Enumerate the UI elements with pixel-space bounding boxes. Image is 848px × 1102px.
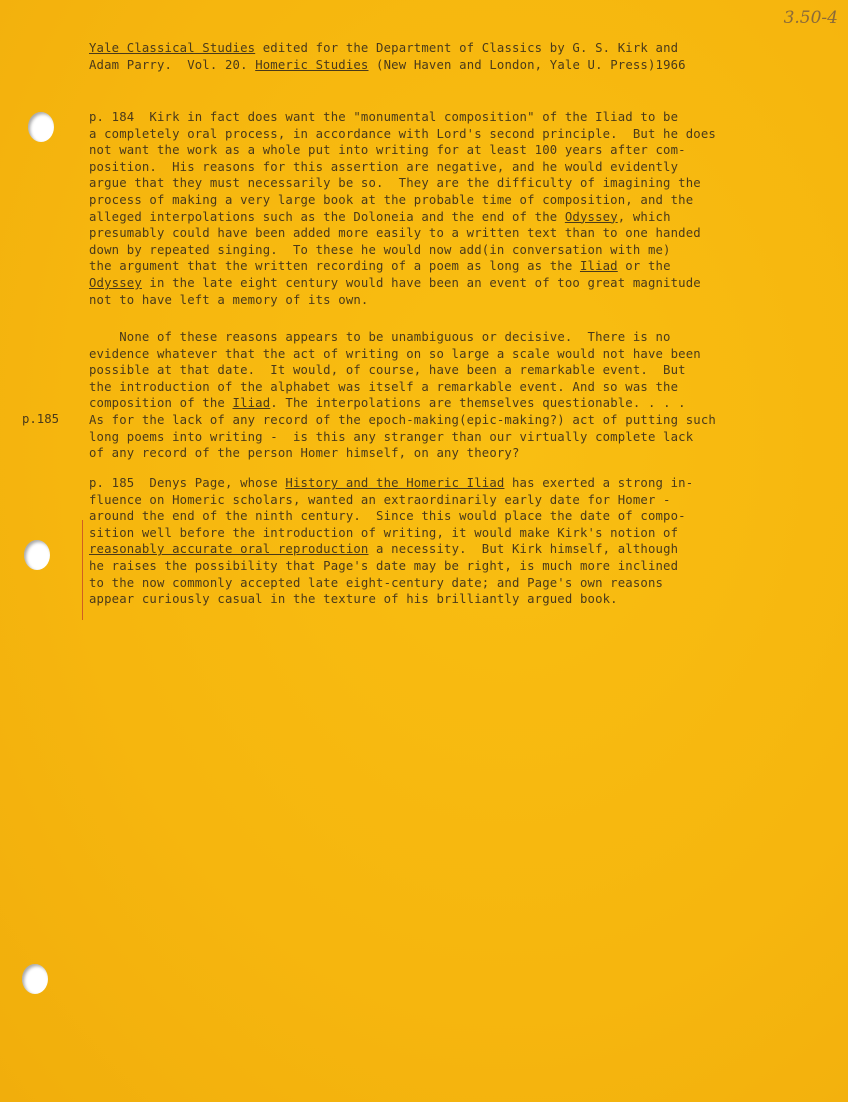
text-line: a necessity. But Kirk himself, although — [368, 542, 679, 557]
citation-series-title: Yale Classical Studies — [89, 41, 256, 55]
text-line: composition of the — [89, 396, 233, 411]
citation-volume-title: Homeric Studies — [255, 57, 369, 72]
text-line: has exerted a strong in- — [504, 476, 694, 490]
text-line: he raises the possibility that Page's date may be right, is much more inclined — [89, 558, 679, 573]
underlined-phrase: reasonably accurate oral reproduction — [89, 542, 369, 557]
underlined-title: Odyssey — [89, 275, 142, 290]
punch-hole-middle — [24, 540, 50, 570]
text-line: None of these reasons appears to be unambiguous or decisive. There is no — [89, 330, 671, 344]
punch-hole-bottom — [22, 964, 48, 994]
margin-line — [82, 520, 83, 620]
text-line: or the — [617, 259, 671, 274]
text-line: position. His reasons for this assertion are negative, and he would evidently — [89, 159, 679, 174]
text-line: appear curiously casual in the texture of his brilliantly argued book. — [89, 592, 618, 607]
text-line: . The interpolations are themselves questionable. . . . — [270, 396, 686, 411]
text-line: to the now commonly accepted late eight-century date; and Page's own reasons — [89, 575, 664, 590]
text-line: process of making a very large book at the probable time of composition, and the — [89, 192, 694, 207]
underlined-title: Iliad — [232, 396, 271, 411]
text-line: sition well before the introduction of writing, it would make Kirk's notion of — [89, 525, 679, 540]
underlined-title: History and the Homeric Iliad — [285, 476, 505, 490]
text-line: long poems into writing - is this any stranger than our virtually complete lack — [89, 429, 694, 444]
underlined-title: Iliad — [579, 259, 618, 274]
text-line: evidence whatever that the act of writing on so large a scale would not have been — [89, 346, 701, 361]
text-line: the introduction of the alphabet was itself a remarkable event. And so was the — [89, 379, 679, 394]
text-line: p. 184 Kirk in fact does want the "monumental composition" of the Iliad to be — [89, 110, 679, 124]
text-line: p. 185 Denys Page, whose — [89, 476, 286, 490]
text-line: the argument that the written recording of a poem as long as the — [89, 259, 580, 274]
margin-page-note: p.185 — [22, 412, 60, 426]
text-line: around the end of the ninth century. Since this would place the date of compo- — [89, 509, 686, 524]
text-line: not want the work as a whole put into writing for at least 100 years after com- — [89, 143, 686, 158]
paragraph-2 — [89, 329, 789, 462]
citation-line2a: Adam Parry. Vol. 20. — [89, 57, 256, 72]
text-line: down by repeated singing. To these he would now add(in conversation with me) — [89, 242, 671, 257]
paragraph-3 — [89, 475, 789, 608]
text-line: presumably could have been added more easily to a written text than to one handed — [89, 226, 701, 241]
text-line: alleged interpolations such as the Doloneia and the end of the — [89, 209, 565, 224]
underlined-title: Odyssey — [564, 209, 618, 224]
corner-note: 3.50-4 — [783, 8, 838, 28]
text-line: fluence on Homeric scholars, wanted an extraordinarily early date for Homer - — [89, 492, 671, 507]
text-line: a completely oral process, in accordance with Lord's second principle. But he does — [89, 126, 716, 141]
citation-line2c: (New Haven and London, Yale U. Press)1966 — [368, 57, 686, 72]
text-line: of any record of the person Homer himself, on any theory? — [89, 446, 520, 461]
text-line: possible at that date. It would, of course, have been a remarkable event. But — [89, 363, 686, 378]
punch-hole-top — [28, 112, 54, 142]
text-line: As for the lack of any record of the epoch-making(epic-making?) act of putting such — [89, 412, 716, 427]
citation — [89, 40, 789, 73]
text-line: argue that they must necessarily be so. They are the difficulty of imagining the — [89, 176, 701, 191]
paragraph-1 — [89, 109, 789, 308]
text-line: in the late eight century would have been an event of too great magnitude — [141, 275, 701, 290]
text-line: , which — [617, 209, 671, 224]
citation-line1: edited for the Department of Classics by G. S. Kirk and — [255, 41, 679, 55]
text-line: not to have left a memory of its own. — [89, 292, 369, 307]
